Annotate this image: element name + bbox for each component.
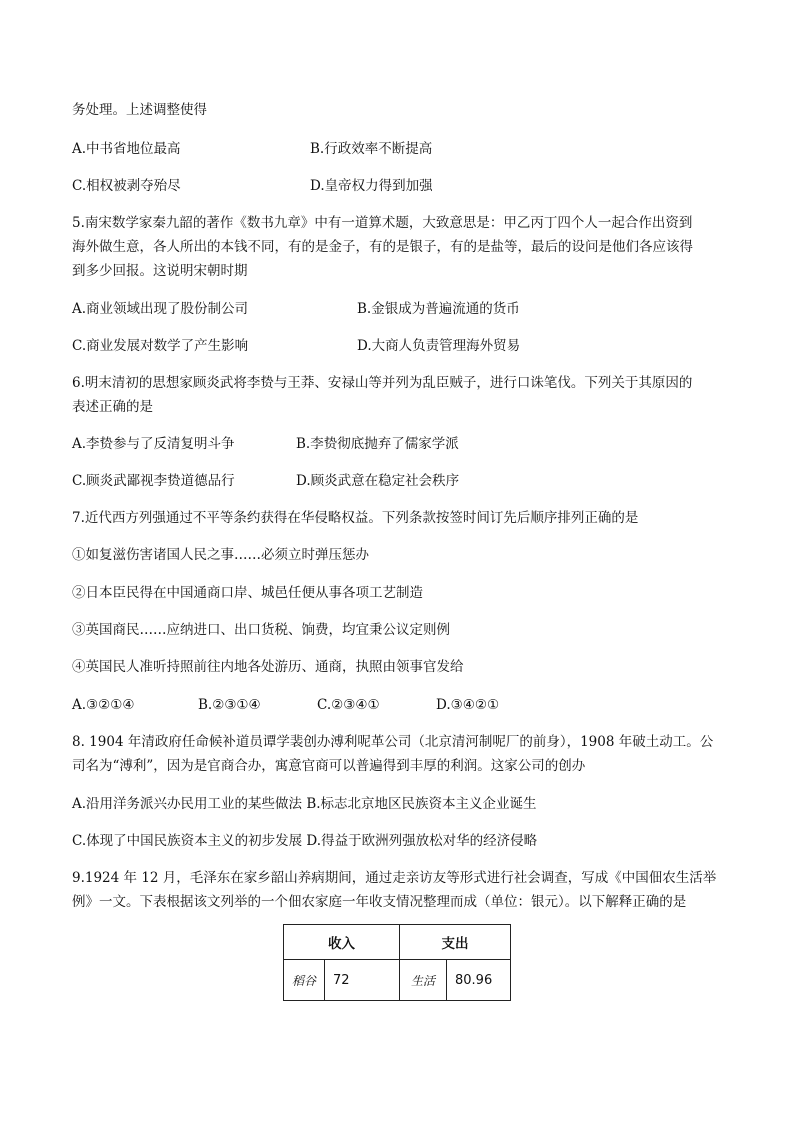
- income-expense-table: [283, 924, 511, 1001]
- table-header-row: [284, 925, 511, 960]
- q4-option-d: D.皇帝权力得到加强: [310, 178, 433, 194]
- q6-stem-line-1: 6.明末清初的思想家顾炎武将李贽与王莽、安禄山等并列为乱臣贼子，进行口诛笔伐。下列关于其原因的: [72, 375, 693, 391]
- q5-stem-line-3: 到多少回报。这说明宋朝时期: [72, 263, 248, 279]
- q7-option-a: A.③②①④: [72, 697, 135, 713]
- q7-item-1: ①如复滋伤害诸国人民之事……必须立时弹压惩办: [72, 547, 369, 563]
- q6-option-d: D.顾炎武意在稳定社会秩序: [296, 473, 460, 489]
- q7-option-c: C.②③④①: [317, 697, 380, 713]
- q8-stem-line-1: 8. 1904 年清政府任命候补道员谭学裴创办溥利呢革公司（北京清河制呢厂的前身），1908 年破土动工。公: [72, 734, 714, 750]
- q7-stem: 7.近代西方列强通过不平等条约获得在华侵略权益。下列条款按签时间订先后顺序排列正确的是: [72, 510, 639, 526]
- q7-item-2: ②日本臣民得在中国通商口岸、城邑任便从事各项工艺制造: [72, 585, 423, 601]
- q9-stem-line-2: 例》一文。下表根据该文列举的一个佃农家庭一年收支情况整理而成（单位：银元）。以下解释正确的是: [72, 894, 687, 910]
- q9-stem-line-1: 9.1924 年 12 月，毛泽东在家乡韶山养病期间，通过走亲访友等形式进行社会调查，写成《中国佃农生活举: [72, 870, 717, 886]
- expense-header: 支出: [400, 925, 511, 960]
- q6-option-c: C.顾炎武鄙视李贽道德品行: [72, 473, 235, 489]
- q4-stem-tail: 务处理。上述调整使得: [72, 102, 207, 118]
- q4-option-b: B.行政效率不断提高: [310, 141, 433, 157]
- q6-option-b: B.李贽彻底抛弃了儒家学派: [296, 436, 459, 452]
- q4-option-c: C.相权被剥夺殆尽: [72, 178, 181, 194]
- income-label-cell: 稻谷: [284, 960, 325, 1001]
- q8-stem-line-2: 司名为“溥利”，因为是官商合办，寓意官商可以普遍得到丰厚的利润。这家公司的创办: [72, 758, 586, 774]
- q5-option-b: B.金银成为普遍流通的货币: [357, 301, 520, 317]
- expense-label-cell: 生活: [400, 960, 447, 1001]
- q7-item-3: ③英国商民……应纳进口、出口货税、饷费，均宜秉公议定则例: [72, 622, 450, 638]
- q7-option-d: D.③④②①: [436, 697, 500, 713]
- q5-option-c: C.商业发展对数学了产生影响: [72, 338, 249, 354]
- q8-options-line-1: A.沿用洋务派兴办民用工业的某些做法 B.标志北京地区民族资本主义企业诞生: [72, 796, 537, 812]
- table-row: [284, 960, 511, 1001]
- q7-option-b: B.②③①④: [198, 697, 261, 713]
- income-header: 收入: [284, 925, 400, 960]
- q4-option-a: A.中书省地位最高: [72, 141, 181, 157]
- q5-stem-line-1: 5.南宋数学家秦九韶的著作《数书九章》中有一道算术题，大致意思是：甲乙丙丁四个人一起合作出资到: [72, 215, 693, 231]
- income-value-cell: 72: [325, 960, 400, 1001]
- q5-option-d: D.大商人负责管理海外贸易: [357, 338, 521, 354]
- q7-item-4: ④英国民人准听持照前往内地各处游历、通商，执照由领事官发给: [72, 659, 464, 675]
- q5-option-a: A.商业领域出现了股份制公司: [72, 301, 249, 317]
- q8-options-line-2: C.体现了中国民族资本主义的初步发展 D.得益于欧洲列强放松对华的经济侵略: [72, 833, 538, 849]
- q5-stem-line-2: 海外做生意，各人所出的本钱不同，有的是金子，有的是银子，有的是盐等，最后的设问是他们各应该得: [72, 239, 693, 255]
- expense-value-cell: 80.96: [447, 960, 511, 1001]
- q6-option-a: A.李贽参与了反清复明斗争: [72, 436, 235, 452]
- q6-stem-line-2: 表述正确的是: [72, 399, 153, 415]
